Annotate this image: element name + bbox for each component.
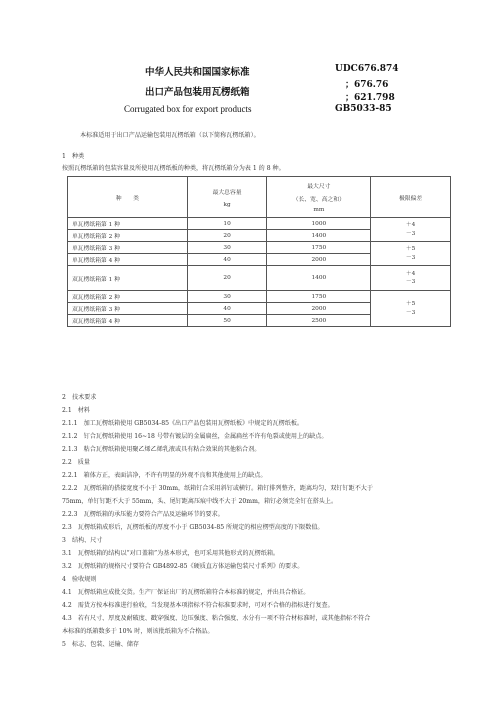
table-row [68,242,451,254]
clause-2-1-2: 2.1.2 钉合瓦楞纸箱使用 16~18 号带有镀层的金属扁丝，金属扁丝不许有龟裂或使用上的缺点。 [62,433,328,440]
classification-code-1: ；676.76 [345,80,389,90]
cell-dimension: 1400 [267,230,371,242]
clause-2-2-3: 2.2.3 瓦楞纸箱的承压能力要符合产品及运输环节的要求。 [62,511,224,518]
table-row [68,266,451,291]
cell-weight: 40 [187,303,267,315]
cell-kind: 单瓦楞纸箱第 1 种 [68,218,188,230]
cell-weight: 50 [187,315,267,327]
cell-kind: 单瓦楞纸箱第 2 种 [68,230,188,242]
table-row [68,291,451,303]
section-1-text: 按照瓦楞纸箱的包装容量及所使用瓦楞纸板的种类，将瓦楞纸箱分为表 1 的 8 种。 [62,165,285,172]
clause-4-2: 4.2 需货方按本标准进行验收，当发现基本项指标不符合标准要求时，可对不合格的指标进行复查。 [62,602,334,609]
table-header-row [68,177,451,218]
cell-dimension: 2500 [267,315,371,327]
clause-2-2: 2.2 质量 [62,459,90,466]
cell-kind: 双瓦楞纸箱第 3 种 [68,303,188,315]
clause-2-1: 2.1 材料 [62,407,90,414]
clause-2-3: 2.3 瓦楞纸箱成形后，瓦楞纸板的厚度不小于 GB5034-85 所规定的相应楞型高度的下限数值。 [62,524,324,531]
cell-kind: 双瓦楞纸箱第 1 种 [68,266,188,291]
cell-tolerance: ＋5 －3 [371,291,451,327]
clause-2-2-2-cont: 75mm，单钉钉距不大于 55mm，头、尾钉距离压痕中线不大于 20mm，箱钉必须完全钉在搭头上。 [62,498,338,505]
header-kind: 种 类 [68,177,188,218]
table-row [68,218,451,230]
standard-category-title: 中华人民共和国国家标准 [145,67,250,78]
section-3-heading: 3 结构、尺寸 [62,537,103,544]
cell-weight: 20 [187,266,267,291]
cell-kind: 单瓦楞纸箱第 4 种 [68,254,188,266]
cell-weight: 20 [187,230,267,242]
document-title: 出口产品包装用瓦楞纸箱 [145,87,250,98]
cell-dimension: 1400 [267,266,371,291]
section-1-heading: 1 种类 [62,153,85,160]
cell-dimension: 2000 [267,254,371,266]
cell-kind: 双瓦楞纸箱第 4 种 [68,315,188,327]
clause-4-1: 4.1 瓦楞纸箱应成批交货。生产厂保证出厂的瓦楞纸箱符合本标准的规定，并出具合格证。 [62,589,310,596]
cell-tolerance: ＋4 －3 [371,218,451,242]
cell-dimension: 2000 [267,303,371,315]
clause-2-2-1: 2.2.1 箱体方正，表面洁净，不许有明显的外观不良和其他使用上的缺点。 [62,472,267,479]
section-2-heading: 2 技术要求 [62,394,97,401]
clause-3-1: 3.1 瓦楞纸箱的结构以“对口盖箱”为基本形式，也可采用其他形式的瓦楞纸箱。 [62,550,280,557]
clause-3-2: 3.2 瓦楞纸箱的规格尺寸要符合 GB4892-85《硬质直方体运输包装尺寸系列》的要求。 [62,563,304,570]
section-5-heading: 5 标志、包装、运输、储存 [62,641,140,648]
cell-dimension: 1750 [267,242,371,254]
cell-kind: 双瓦楞纸箱第 2 种 [68,291,188,303]
header-tolerance: 极限偏差 [371,177,451,218]
clause-2-2-2: 2.2.2 瓦楞纸箱的搭接宽度不小于 30mm，纸箱钉合采用斜钉或横钉。箱钉排列整齐，距离均匀，双钉钉距不大于 [62,485,373,492]
english-title: Corrugated box for export products [124,104,252,114]
cell-kind: 单瓦楞纸箱第 3 种 [68,242,188,254]
cell-weight: 30 [187,291,267,303]
cell-weight: 40 [187,254,267,266]
cell-tolerance: ＋5 －3 [371,242,451,266]
udc-code: UDC676.874 [335,64,399,74]
clause-2-1-3: 2.1.3 粘合瓦楞纸箱使用聚乙烯乙烯乳液或具有粘合效果的其他粘合剂。 [62,446,261,453]
header-max-weight: 最大总容量 kg [187,177,267,218]
clause-4-3-cont: 本标准的纸箱数多于 10% 时，则该批纸箱为不合格品。 [62,628,214,635]
clause-2-1-1: 2.1.1 加工瓦楞纸箱使用 GB5034-85《出口产品包装用瓦楞纸板》中规定的瓦楞纸板。 [62,420,304,427]
box-types-table [67,176,451,327]
intro-paragraph: 本标准适用于出口产品运输包装用瓦楞纸箱（以下简称瓦楞纸箱）。 [80,132,260,139]
section-4-heading: 4 验收规则 [62,576,97,583]
cell-weight: 30 [187,242,267,254]
clause-4-3: 4.3 若有尺寸、厚度及耐破度、戳穿强度、边压强度、粘合强度、水分有一项不符合材标准时，或其他指标不符合 [62,615,371,622]
classification-code-2: ；621.798 [345,93,395,103]
standard-number: GB5033-85 [335,104,392,114]
header-max-dimension: 最大尺寸 （长、宽、高之和） mm [267,177,371,218]
cell-dimension: 1000 [267,218,371,230]
cell-dimension: 1750 [267,291,371,303]
cell-tolerance: ＋4 －3 [371,266,451,291]
cell-weight: 10 [187,218,267,230]
